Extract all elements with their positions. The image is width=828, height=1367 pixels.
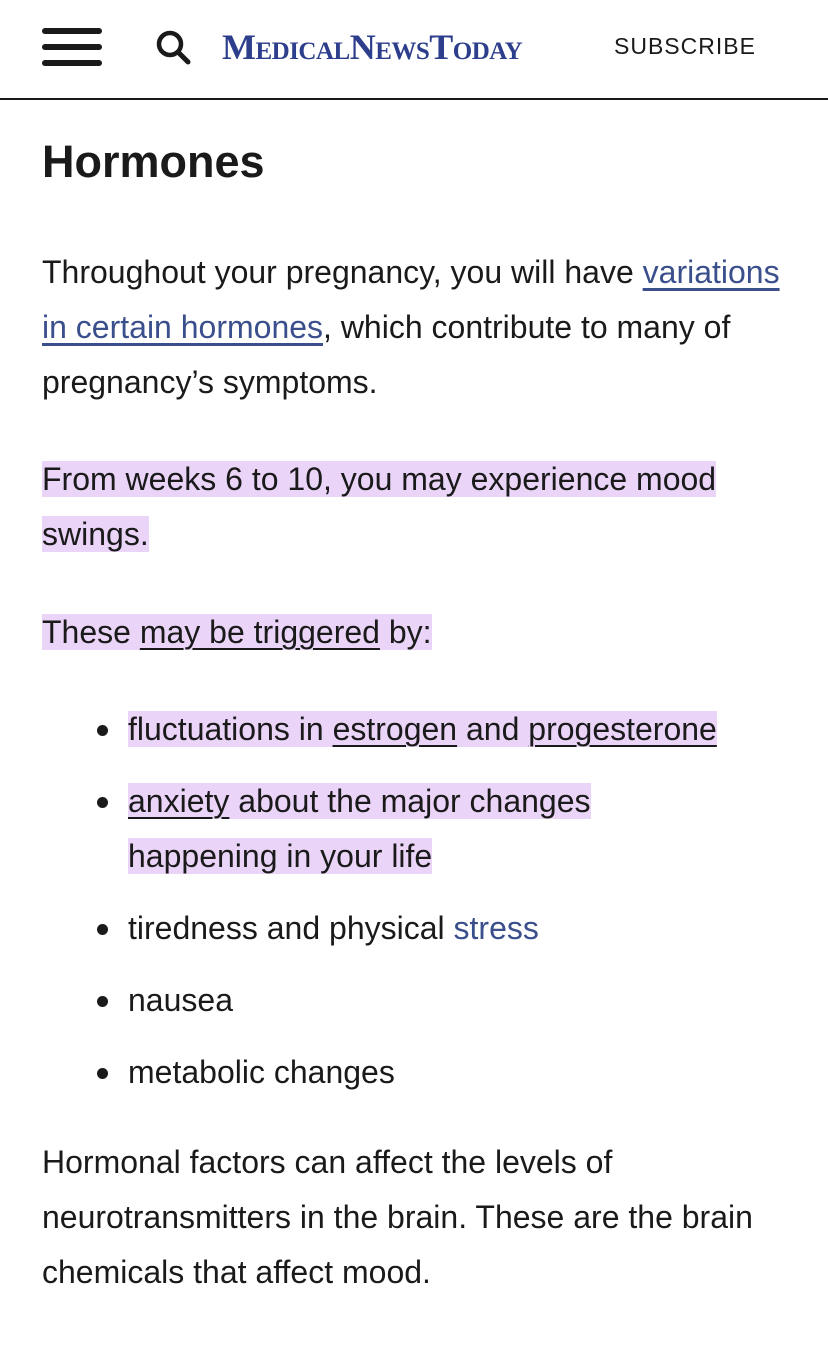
progesterone-link[interactable]: progesterone <box>528 711 717 747</box>
hamburger-menu-icon[interactable] <box>42 28 102 66</box>
intro-text-after: , which contribute to many of pregnancy’s symptoms. <box>42 309 731 400</box>
menu-bar-line <box>42 28 102 34</box>
section-heading: Hormones <box>42 136 265 187</box>
list-item <box>128 1045 748 1100</box>
triggers-text-after: by: <box>379 614 432 650</box>
menu-bar-line <box>42 60 102 66</box>
hormone-variations-link[interactable]: variations in certain hormones <box>42 254 780 345</box>
list-item-text: tiredness and physical <box>128 910 454 946</box>
triggers-list <box>42 702 748 1100</box>
list-item-text: metabolic changes <box>128 1054 395 1090</box>
list-item-text: about the major changes happening in your life <box>128 783 591 874</box>
estrogen-link[interactable]: estrogen <box>332 711 458 747</box>
list-item-text: nausea <box>128 982 233 1018</box>
list-item-highlight <box>128 711 717 747</box>
bullet-icon <box>97 1068 108 1079</box>
triggers-intro-highlight <box>42 614 432 650</box>
top-navigation-bar <box>0 0 828 100</box>
may-be-triggered-link[interactable]: may be triggered <box>139 614 380 650</box>
bullet-icon <box>97 924 108 935</box>
triggers-text-before: These <box>42 614 140 650</box>
list-item-text: fluctuations in <box>128 711 333 747</box>
article-body <box>42 100 782 1300</box>
triggers-intro-paragraph <box>42 605 782 660</box>
closing-paragraph: Hormonal factors can affect the levels of neurotransmitters in the brain. These are the brain chemicals that affect mood. <box>42 1144 753 1290</box>
list-item-highlight <box>128 783 591 874</box>
intro-text-before: Throughout your pregnancy, you will have <box>42 254 643 290</box>
list-item <box>128 973 748 1028</box>
mood-swings-highlight: From weeks 6 to 10, you may experience mood swings. <box>42 461 717 552</box>
intro-paragraph <box>42 245 782 410</box>
list-item <box>128 774 748 884</box>
menu-bar-line <box>42 44 102 50</box>
list-item-text: and <box>457 711 529 747</box>
site-logo[interactable]: MedicalNewsToday <box>222 27 523 67</box>
anxiety-link[interactable]: anxiety <box>128 783 230 819</box>
stress-link[interactable]: stress <box>453 910 539 946</box>
bullet-icon <box>97 797 108 808</box>
subscribe-button[interactable]: SUBSCRIBE <box>614 33 756 59</box>
mood-swings-paragraph <box>42 452 782 562</box>
bullet-icon <box>97 996 108 1007</box>
bullet-icon <box>97 725 108 736</box>
list-item <box>128 901 748 956</box>
search-icon[interactable] <box>154 28 194 68</box>
list-item <box>128 702 748 757</box>
